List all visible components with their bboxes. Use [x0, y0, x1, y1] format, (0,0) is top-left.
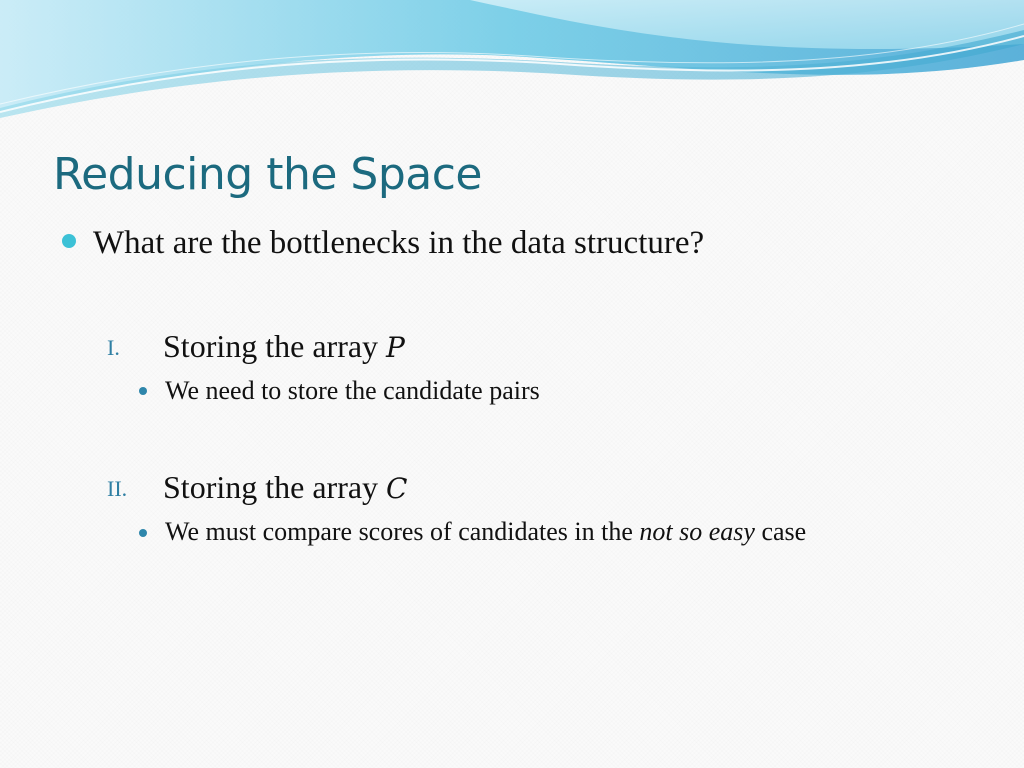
bullet-icon — [62, 234, 76, 248]
item-ii-detail-emphasis: not so easy — [639, 517, 755, 546]
item-ii-detail-before: We must compare scores of candidates in the — [165, 517, 640, 546]
slide-title: Reducing the Space — [53, 149, 482, 200]
sub-bullet-icon — [139, 529, 147, 537]
sub-bullet-icon — [139, 387, 147, 395]
numeral-i: I. — [107, 335, 120, 360]
item-ii-label: Storing the array — [163, 469, 387, 505]
item-ii-detail — [165, 515, 806, 549]
array-variable-p: P — [386, 331, 405, 364]
item-i-detail: We need to store the candidate pairs — [165, 376, 540, 405]
bottleneck-question: What are the bottlenecks in the data structure? — [93, 225, 705, 261]
item-i-label: Storing the array — [163, 328, 387, 364]
array-variable-c: C — [386, 472, 408, 505]
item-i-title — [163, 326, 405, 368]
numeral-ii: II. — [107, 476, 128, 501]
header-wave-decoration — [0, 0, 1024, 125]
item-ii-detail-after: case — [754, 517, 807, 546]
item-ii-title — [163, 467, 407, 509]
